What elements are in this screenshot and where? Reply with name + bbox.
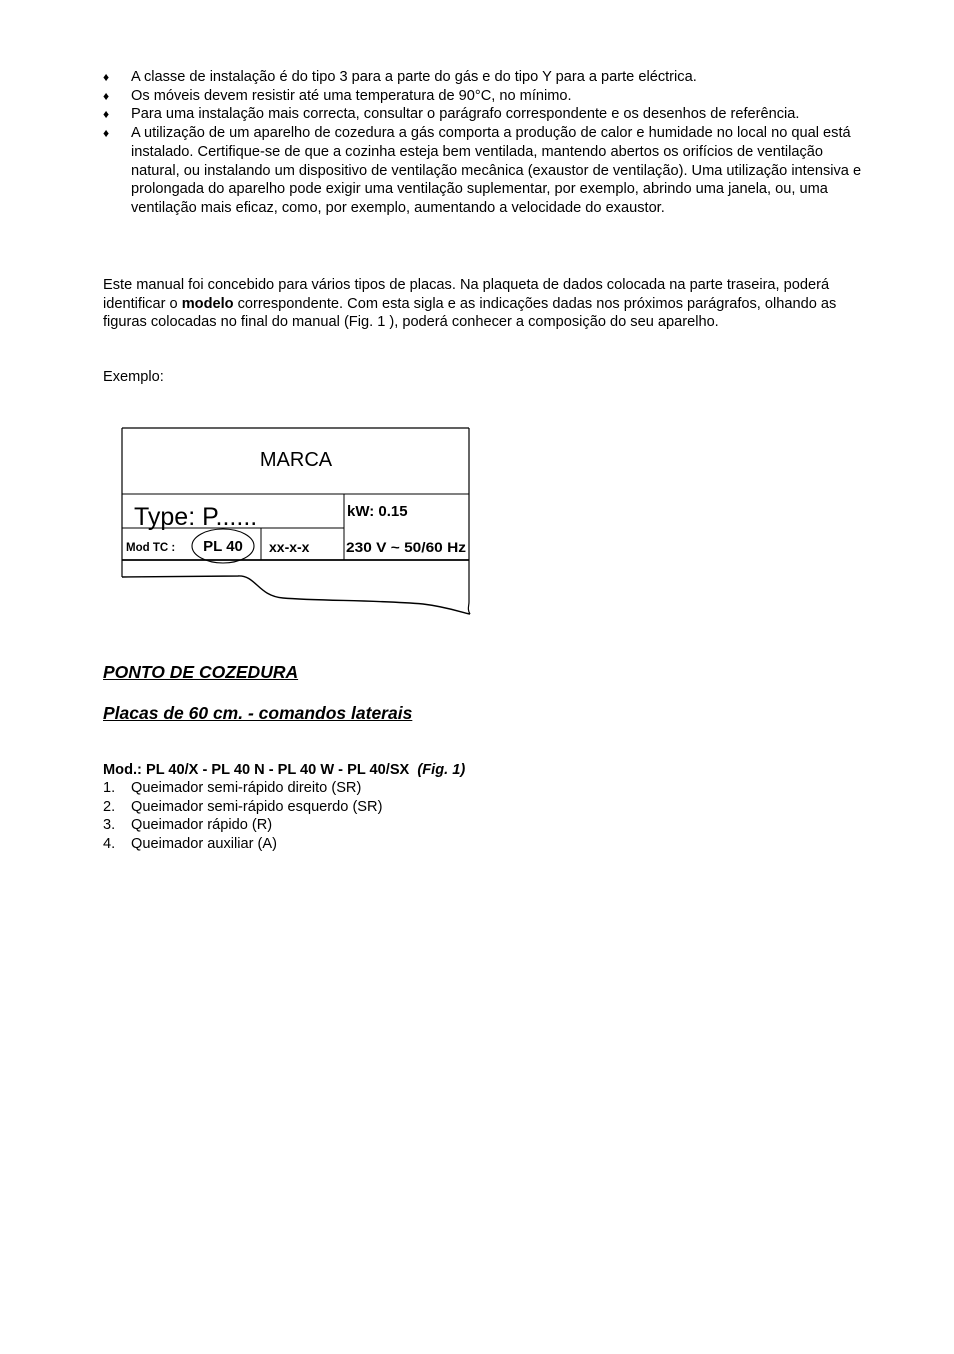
section-heading-plates: Placas de 60 cm. - comandos laterais [103,703,413,723]
list-item: ♦ Os móveis devem resistir até uma temperatura de 90°C, no mínimo. [103,87,572,104]
list-item: 2. Queimador semi-rápido esquerdo (SR) [103,798,383,815]
manual-paragraph: Este manual foi concebido para vários tipos de placas. Na plaqueta de dados colocada na parte traseira, poderá identificar o modelo correspondente. Com esta sigla e as indicações dadas nos próximos parágrafos, olhando as figuras colocadas no final do manual (Fig. 1 ), poderá conhecer a composição do seu aparelho. [103,277,837,331]
plate-type: Type: P...... [134,503,258,531]
model-keyword: modelo [181,295,234,312]
diamond-bullet-icon: ♦ [103,88,110,103]
list-item: 4. Queimador auxiliar (A) [103,836,277,853]
diamond-bullet-icon: ♦ [103,126,110,141]
list-item: ♦ Para uma instalação mais correcta, consultar o parágrafo correspondente e os desenhos de referência. [103,106,800,123]
models-line: Mod.: PL 40/X - PL 40 N - PL 40 W - PL 40/SX (Fig. 1) [103,762,466,778]
data-plate-example [118,424,474,620]
example-label: Exemplo: [103,369,164,385]
plate-mod-label: Mod TC : [126,542,176,554]
list-item: 1. Queimador semi-rápido direito (SR) [103,780,362,796]
plate-voltage: 230 V ~ 50/60 Hz [346,540,467,555]
plate-power: kW: 0.15 [347,503,408,520]
burner-list [103,779,703,854]
diamond-bullet-icon: ♦ [103,107,110,122]
requirements-list [103,68,863,218]
list-item: ♦ A utilização de um aparelho de cozedura a gás comporta a produção de calor e humidade no local no qual está instalado. Certifique-se de que a cozinha esteja bem ventilada, mantendo abertos os orifícios de ventilação natural, ou instalando um dispositivo de ventilação mecânica (exaustor de ventilação). Uma utilização intensiva e prolongada do aparelho pode exigir uma ventilação suplementar, por exemplo, abrindo uma janela, ou, uma ventilação mais eficaz, como, por exemplo, aumentando a velocidade do exaustor. [103,125,862,216]
plate-code: xx-x-x [269,539,310,555]
figure-reference: (Fig. 1) [417,762,466,778]
plate-brand: MARCA [259,449,333,471]
list-item: ♦ A classe de instalação é do tipo 3 para a parte do gás e do tipo Y para a parte eléctrica. [103,69,697,85]
list-item: 3. Queimador rápido (R) [103,817,273,834]
diamond-bullet-icon: ♦ [103,70,110,84]
section-heading-cooking: PONTO DE COZEDURA [103,662,299,682]
plate-mod-value: PL 40 [203,538,243,555]
